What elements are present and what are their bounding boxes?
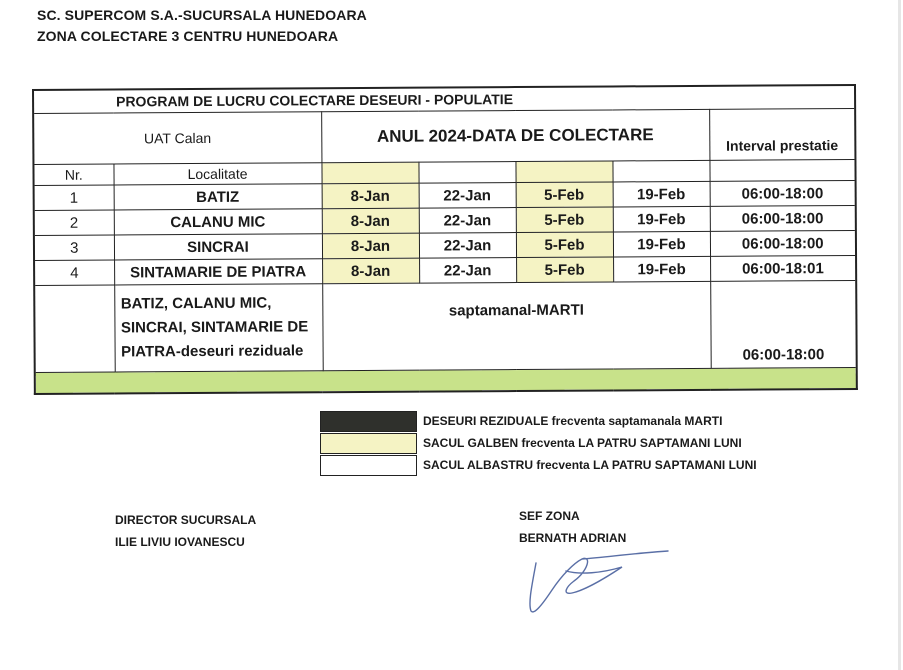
schedule-table — [32, 84, 858, 395]
chief-name: BERNATH ADRIAN — [519, 531, 627, 545]
collection-date: 19-Feb — [613, 231, 710, 257]
date-header-cell — [612, 160, 709, 182]
locality-name: SINCRAI — [114, 234, 322, 260]
interval-header-cell — [709, 159, 855, 181]
date-header-cell — [418, 162, 515, 184]
collection-date: 5-Feb — [516, 182, 613, 208]
collection-date: 19-Feb — [613, 181, 710, 207]
table-title: PROGRAM DE LUCRU COLECTARE DESEURI - POPULATIE — [33, 85, 855, 114]
chief-title: SEF ZONA — [519, 509, 580, 523]
director-name: ILIE LIVIU IOVANESCU — [115, 535, 245, 549]
collection-date: 22-Jan — [419, 183, 516, 209]
residual-interval: 06:00-18:00 — [710, 280, 857, 368]
collection-date: 19-Feb — [613, 256, 710, 282]
residual-nr-cell — [34, 285, 115, 372]
blue-swatch — [320, 455, 417, 476]
collection-date: 22-Jan — [419, 208, 516, 234]
residual-waste-row — [34, 280, 857, 372]
service-interval: 06:00-18:00 — [710, 205, 856, 231]
locality-name: SINTAMARIE DE PIATRA — [114, 259, 322, 285]
director-title: DIRECTOR SUCURSALA — [115, 513, 257, 527]
locality-name: CALANU MIC — [114, 209, 322, 235]
service-interval: 06:00-18:01 — [710, 255, 856, 281]
collection-date: 19-Feb — [613, 206, 710, 232]
date-header-cell — [321, 162, 418, 184]
collection-date: 8-Jan — [322, 258, 419, 284]
legend-text: DESEURI REZIDUALE frecventa saptamanala MARTI — [423, 414, 723, 428]
date-header-cell — [515, 161, 612, 183]
page-edge — [898, 0, 901, 670]
green-band — [35, 367, 857, 394]
legend-text: SACUL GALBEN frecventa LA PATRU SAPTAMANI LUNI — [423, 436, 742, 450]
legend-item — [320, 432, 757, 454]
collection-date: 5-Feb — [516, 232, 613, 258]
interval-header: Interval prestatie — [709, 108, 855, 160]
handwritten-signature — [522, 545, 672, 620]
service-interval: 06:00-18:00 — [710, 180, 856, 206]
collection-date: 22-Jan — [419, 258, 516, 284]
collection-date: 8-Jan — [322, 233, 419, 259]
legend — [320, 410, 757, 476]
company-name: SC. SUPERCOM S.A.-SUCURSALA HUNEDOARA — [37, 7, 367, 23]
legend-text: SACUL ALBASTRU frecventa LA PATRU SAPTAMANI LUNI — [423, 458, 757, 472]
dark-swatch — [320, 411, 417, 432]
residual-frequency: saptamanal-MARTI — [322, 281, 711, 370]
legend-item — [320, 410, 757, 432]
legend-item — [320, 454, 757, 476]
director-signature-block — [115, 509, 256, 553]
row-number: 3 — [34, 235, 114, 260]
row-number: 2 — [34, 210, 114, 235]
collection-date: 8-Jan — [322, 208, 419, 234]
collection-date: 22-Jan — [419, 233, 516, 259]
collection-date: 8-Jan — [322, 183, 419, 209]
row-number: 4 — [34, 260, 114, 285]
collection-schedule — [32, 84, 856, 395]
yellow-swatch — [320, 433, 417, 454]
chief-signature-block — [519, 505, 626, 549]
zone-name: ZONA COLECTARE 3 CENTRU HUNEDOARA — [37, 28, 339, 44]
uat-name: UAT Calan — [33, 112, 321, 165]
collection-date: 5-Feb — [516, 257, 613, 283]
nr-header: Nr. — [33, 164, 113, 185]
year-title: ANUL 2024-DATA DE COLECTARE — [321, 109, 709, 162]
row-number: 1 — [34, 185, 114, 210]
collection-date: 5-Feb — [516, 207, 613, 233]
locality-name: BATIZ — [114, 184, 322, 210]
residual-localities: BATIZ, CALANU MIC, SINCRAI, SINTAMARIE DE PIATRA-deseuri reziduale — [114, 284, 323, 372]
localitate-header: Localitate — [113, 163, 321, 185]
service-interval: 06:00-18:00 — [710, 230, 856, 256]
